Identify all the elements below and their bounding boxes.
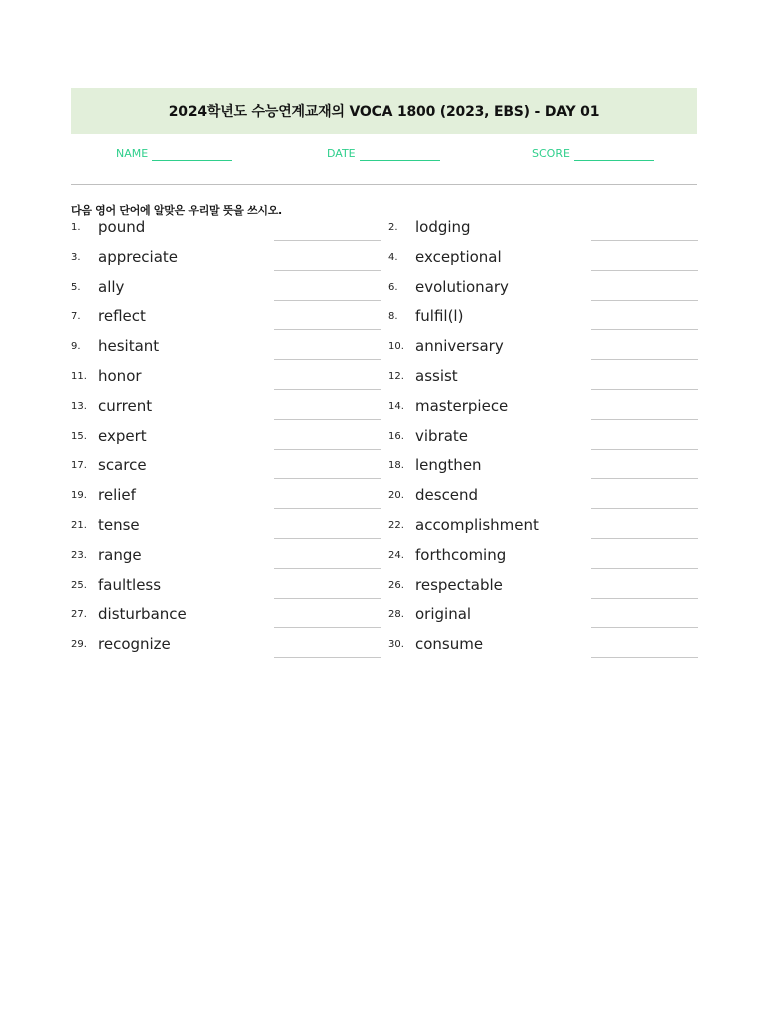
- worksheet: [71, 88, 697, 678]
- vocab-number: 5.: [71, 281, 81, 293]
- answer-line[interactable]: [274, 240, 381, 241]
- vocab-word: relief: [98, 486, 136, 505]
- vocab-word: expert: [98, 426, 147, 445]
- vocab-word: ally: [98, 277, 125, 296]
- vocab-word: appreciate: [98, 247, 179, 266]
- vocab-number: 18.: [388, 460, 404, 472]
- vocab-number: 7.: [71, 311, 81, 323]
- answer-line[interactable]: [591, 538, 698, 539]
- vocab-word: consume: [415, 635, 484, 654]
- name-label: NAME: [116, 147, 149, 160]
- worksheet-title: 2024학년도 수능연계교재의 VOCA 1800 (2023, EBS) - DAY 01: [168, 104, 600, 120]
- answer-line[interactable]: [591, 568, 698, 569]
- answer-line[interactable]: [591, 300, 698, 301]
- vocab-number: 8.: [388, 311, 398, 323]
- vocab-word: lengthen: [415, 456, 482, 475]
- vocab-word: accomplishment: [415, 516, 539, 534]
- vocab-number: 15.: [71, 430, 87, 442]
- answer-line[interactable]: [274, 270, 381, 271]
- answer-line[interactable]: [274, 657, 381, 658]
- answer-line[interactable]: [591, 359, 698, 360]
- vocab-word: lodging: [415, 218, 471, 236]
- vocab-word: evolutionary: [415, 277, 509, 296]
- vocab-number: 13.: [71, 400, 87, 412]
- answer-line[interactable]: [591, 329, 698, 330]
- vocab-word: recognize: [98, 635, 171, 654]
- vocab-item: [388, 337, 698, 367]
- vocab-word: exceptional: [415, 247, 502, 266]
- vocab-item: [388, 248, 698, 278]
- vocab-number: 25.: [71, 579, 87, 591]
- vocab-item: [388, 516, 698, 546]
- vocab-number: 22.: [388, 520, 404, 531]
- instruction-text: 다음 영어 단어에 알맞은 우리말 뜻을 쓰시오.: [71, 204, 282, 217]
- vocab-item: [71, 337, 381, 367]
- vocab-word: range: [98, 545, 142, 564]
- answer-line[interactable]: [274, 419, 381, 420]
- vocab-item: [388, 367, 698, 397]
- vocab-word: disturbance: [98, 605, 187, 624]
- vocab-item: [71, 516, 381, 546]
- answer-line[interactable]: [591, 449, 698, 450]
- student-info-row: [71, 134, 697, 185]
- vocab-item: [388, 546, 698, 576]
- answer-line[interactable]: [591, 598, 698, 599]
- vocab-number: 4.: [388, 251, 398, 263]
- vocab-word: current: [98, 396, 153, 415]
- vocab-number: 21.: [71, 520, 87, 531]
- vocab-word: tense: [98, 516, 140, 534]
- answer-line[interactable]: [274, 598, 381, 599]
- vocab-word: anniversary: [415, 337, 504, 356]
- answer-line[interactable]: [591, 657, 698, 658]
- vocab-item: [71, 605, 381, 635]
- vocab-item: [388, 605, 698, 635]
- vocab-number: 28.: [388, 609, 404, 621]
- vocab-number: 3.: [71, 251, 81, 263]
- answer-line[interactable]: [274, 389, 381, 390]
- date-field: [327, 146, 440, 161]
- vocabulary-list: [71, 218, 697, 678]
- score-label: SCORE: [532, 147, 570, 160]
- vocab-number: 6.: [388, 281, 398, 293]
- vocab-number: 19.: [71, 490, 87, 502]
- vocab-word: descend: [415, 486, 479, 505]
- answer-line[interactable]: [274, 449, 381, 450]
- vocab-word: reflect: [98, 307, 146, 326]
- vocab-item: [71, 367, 381, 397]
- vocab-number: 26.: [388, 579, 404, 591]
- vocab-number: 12.: [388, 371, 404, 382]
- vocab-item: [388, 427, 698, 457]
- vocab-number: 1.: [71, 222, 81, 233]
- vocab-item: [388, 397, 698, 427]
- vocab-number: 17.: [71, 460, 87, 472]
- answer-line[interactable]: [274, 508, 381, 509]
- vocab-item: [388, 218, 698, 248]
- worksheet-title-bar: [71, 88, 697, 134]
- vocab-item: [71, 278, 381, 308]
- answer-line[interactable]: [591, 270, 698, 271]
- vocab-number: 16.: [388, 430, 404, 442]
- vocab-item: [388, 635, 698, 665]
- vocab-number: 23.: [71, 549, 87, 561]
- vocab-item: [388, 486, 698, 516]
- name-input-line[interactable]: [152, 146, 232, 161]
- vocab-word: pound: [98, 218, 146, 236]
- answer-line[interactable]: [591, 478, 698, 479]
- vocab-number: 2.: [388, 222, 398, 233]
- vocab-item: [71, 397, 381, 427]
- answer-line[interactable]: [591, 419, 698, 420]
- vocab-item: [71, 427, 381, 457]
- vocab-number: 20.: [388, 490, 404, 502]
- vocab-item: [71, 635, 381, 665]
- answer-line[interactable]: [591, 627, 698, 628]
- vocab-word: fulfil(l): [415, 307, 464, 326]
- vocab-item: [71, 248, 381, 278]
- answer-line[interactable]: [591, 508, 698, 509]
- vocab-word: masterpiece: [415, 396, 509, 415]
- vocab-number: 24.: [388, 549, 404, 561]
- vocab-number: 27.: [71, 609, 87, 621]
- vocab-word: original: [415, 605, 472, 624]
- vocab-number: 9.: [71, 341, 81, 353]
- name-field: [116, 146, 232, 161]
- vocab-item: [71, 456, 381, 486]
- score-input-line[interactable]: [574, 146, 654, 161]
- answer-line[interactable]: [274, 538, 381, 539]
- vocab-word: assist: [415, 367, 458, 385]
- date-input-line[interactable]: [360, 146, 440, 161]
- vocab-word: faultless: [98, 575, 162, 594]
- vocab-item: [388, 576, 698, 606]
- vocab-word: honor: [98, 367, 142, 385]
- vocab-item: [71, 546, 381, 576]
- vocab-number: 30.: [388, 639, 404, 651]
- vocab-word: forthcoming: [415, 545, 507, 564]
- answer-line[interactable]: [274, 329, 381, 330]
- vocab-word: respectable: [415, 575, 503, 594]
- vocab-item: [71, 486, 381, 516]
- answer-line[interactable]: [274, 359, 381, 360]
- score-field: [532, 146, 654, 161]
- vocab-number: 29.: [71, 639, 87, 651]
- vocab-word: vibrate: [415, 426, 469, 445]
- vocab-word: scarce: [98, 456, 147, 475]
- answer-line[interactable]: [274, 300, 381, 301]
- date-label: DATE: [327, 147, 356, 160]
- vocab-number: 11.: [71, 371, 87, 382]
- answer-line[interactable]: [274, 627, 381, 628]
- vocab-item: [71, 576, 381, 606]
- answer-line[interactable]: [591, 240, 698, 241]
- vocab-number: 10.: [388, 341, 404, 353]
- answer-line[interactable]: [274, 478, 381, 479]
- vocab-number: 14.: [388, 400, 404, 412]
- vocab-word: hesitant: [98, 337, 160, 356]
- vocab-item: [388, 456, 698, 486]
- answer-line[interactable]: [591, 389, 698, 390]
- answer-line[interactable]: [274, 568, 381, 569]
- vocab-item: [71, 307, 381, 337]
- vocab-item: [71, 218, 381, 248]
- vocab-item: [388, 307, 698, 337]
- vocab-item: [388, 278, 698, 308]
